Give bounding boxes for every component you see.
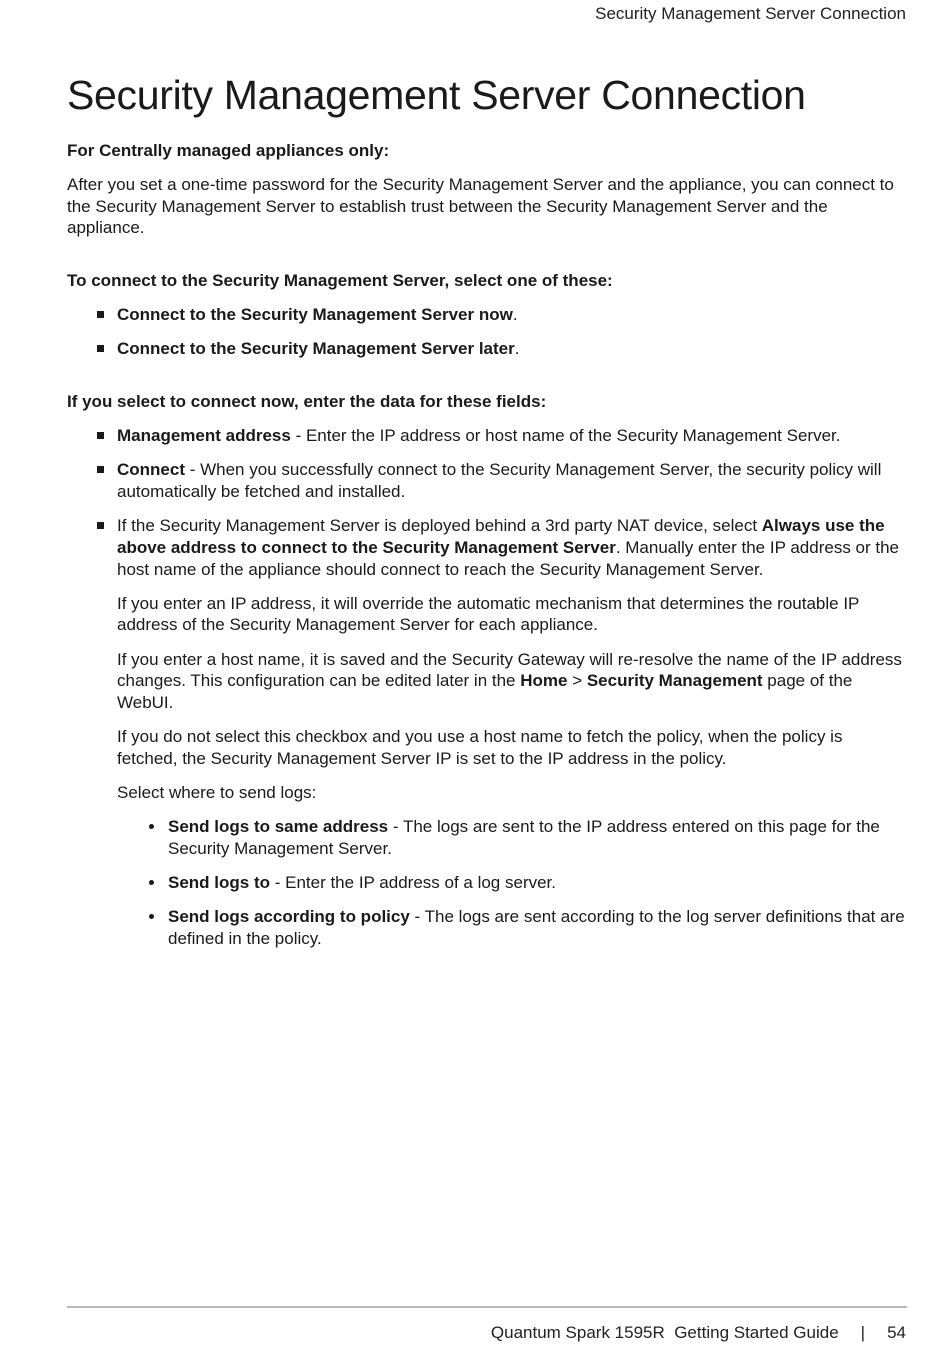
fields-heading: If you select to connect now, enter the data for these fields:	[67, 392, 547, 412]
security-management-ref: Security Management	[586, 671, 763, 691]
list-item	[117, 459, 907, 502]
checkbox-name: Always use the above address to connect to the Security Management Server	[117, 516, 885, 557]
list-item: Send logs according to policy - The logs are sent according to the log server definitions that are defined in the policy.	[168, 906, 907, 949]
list-item: Send logs to - Enter the IP address of a log server.	[168, 872, 907, 894]
fields-list	[67, 425, 907, 950]
log-options-list	[117, 816, 907, 950]
connect-options-list	[67, 304, 907, 360]
logs-intro: Select where to send logs:	[117, 783, 317, 803]
home-menu-ref: Home	[520, 671, 568, 691]
connect-heading: To connect to the Security Management Server, select one of these:	[67, 271, 613, 291]
page-number: 54	[887, 1323, 906, 1342]
running-header: Security Management Server Connection	[595, 4, 906, 23]
central-subhead: For Centrally managed appliances only:	[67, 141, 390, 160]
guide-title: Quantum Spark 1595R Getting Started Guide	[490, 1323, 839, 1342]
ip-address-paragraph: If you enter an IP address, it will override the automatic mechanism that determines the routable IP address of the Security Management Server for each appliance.	[117, 593, 860, 635]
footer-divider	[67, 1306, 907, 1308]
log-option-label: Send logs to same address	[168, 817, 389, 837]
list-item: Connect to the Security Management Server now.	[117, 304, 907, 326]
log-option-label: Send logs according to policy	[168, 907, 410, 927]
page-content	[67, 70, 907, 950]
list-item: Send logs to same address - The logs are sent to the IP address entered on this page for the Security Management Server.	[168, 816, 907, 859]
list-item	[117, 425, 907, 447]
option-label: Connect to the Security Management Server later	[117, 339, 515, 359]
footer-separator: |	[860, 1323, 866, 1342]
field-description: - Enter the IP address or host name of the Security Management Server.	[290, 426, 841, 446]
field-label: Management address	[117, 426, 291, 446]
page-title: Security Management Server Connection	[67, 72, 806, 118]
host-name-paragraph: If you enter a host name, it is saved and the Security Gateway will re-resolve the name of the IP address changes. This configuration can be edited later in the Home > Security Management page of the WebUI.	[117, 649, 902, 713]
list-item: If the Security Management Server is deployed behind a 3rd party NAT device, select Always use the above address to connect to the Security Management Server. Manually enter the IP address or the host name of the appliance should connect to reach the Security Management Server. If you enter an IP address, it will override the automatic mechanism that determines the routable IP address of the Security Management Server for each appliance. If you enter a host name, it is saved and the Security Gateway will re-resolve the name of the IP address changes. This configuration can be edited later in the Home > Security Management page of the WebUI. If you do not select this checkbox and you use a host name to fetch the policy, when the policy is fetched, the Security Management Server IP is set to the IP address in the policy. Select where to send logs: Send logs to same address - The logs are sent to the IP address entered on this page for the Security Management Server. Send logs to - Enter the IP address of a log server. Send logs according to policy - The logs are sent according to the log server definitions that are defined in the policy.	[117, 515, 907, 950]
field-label: Connect	[117, 460, 185, 480]
list-item: Connect to the Security Management Server later.	[117, 338, 907, 360]
page-footer	[491, 1323, 906, 1343]
option-label: Connect to the Security Management Server now	[117, 305, 513, 325]
field-description: - When you successfully connect to the Security Management Server, the security policy will automatically be fetched and installed.	[117, 460, 882, 501]
intro-paragraph: After you set a one-time password for the Security Management Server and the appliance, you can connect to the Security Management Server to establish trust between the Security Management Server and the appliance.	[67, 175, 894, 238]
log-option-label: Send logs to	[168, 873, 270, 893]
no-checkbox-paragraph: If you do not select this checkbox and you use a host name to fetch the policy, when the policy is fetched, the Security Management Server IP is set to the IP address in the policy.	[117, 727, 843, 768]
